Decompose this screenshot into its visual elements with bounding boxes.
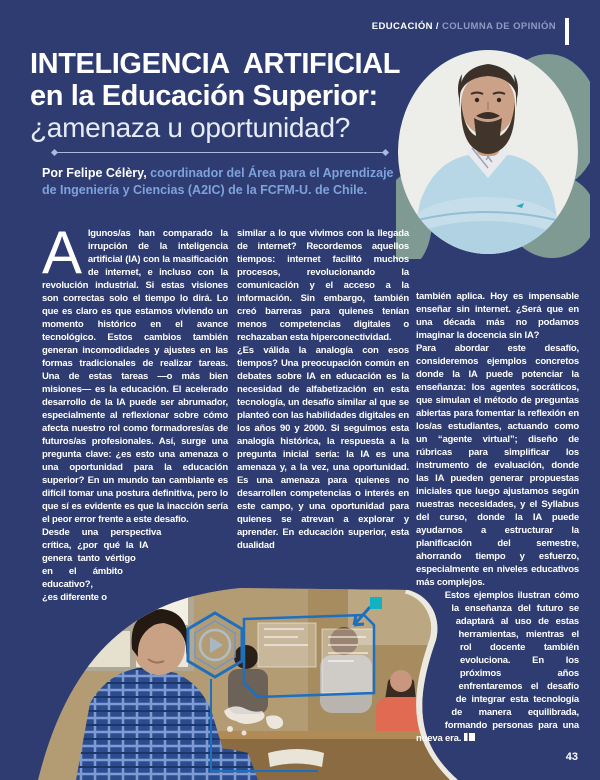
byline [42,165,408,198]
dropcap-letter: A [42,219,82,286]
article-title [30,48,400,144]
section-kicker [372,21,556,32]
paragraph-5-text: también aplica. Hoy es impensable enseñar sin internet. ¿Será que en una década más no podamos imaginar la docencia sin IA? [416,291,579,341]
paragraph-3 [237,227,409,344]
byline-author: Por Felipe Célèry, [42,166,147,180]
paragraph-2-text: Desde una perspectiva crítica, ¿por qué la IA genera tanto vértigo en el ámbito educativo?, ¿es diferente o [42,527,162,603]
paragraph-4 [237,344,409,552]
title-line2: en la Educación Superior: [30,80,378,112]
paragraph-1 [42,219,228,526]
title-divider-rule [56,152,384,153]
paragraph-7-text: Estos ejemplos ilustran cómo la enseñanza del futuro se adaptará al uso de estas herramientas, mientras el rol docente también evoluciona. En los próximos años enfrentaremos el desafío de integrar esta tecnología de manera equilibrada, formando personas para una nueva era. [416,590,579,744]
kicker-section-label: EDUCACIÓN / [371,21,439,32]
byline-role: coordinador del Área para el Aprendizaje de Ingeniería y Ciencias (A2IC) de la FCFM-U. de Chile. [42,166,394,197]
paragraph-1-text: lgunos/as han comparado la irrupción de la inteligencia artificial (IA) con la masificación de internet, e incluso con la revolución industrial. Si estas visiones son correctas solo el tiempo lo dirá. Lo que es claro es que estamos viviendo un momento histórico en el avance tecnológico. Estos cambios también generan incomodidades y ajustes en las formas tradicionales de realizar tareas. Una de estas tareas —o más bien misiones— es la educación. El acelerado desarrollo de la IA puede ser abrumador, especialmente al reflexionar sobre cómo afecta nuestro rol como formadores/as de futuros/as profesionales. Así, surge una pregunta clave: ¿es esto una amenaza o una oportunidad para la educación superior? En un mundo tan cambiante es difícil tomar una postura definitiva, pero lo que sí es evidente es que la inacción sería el peor error frente a este desafío. [42,228,228,525]
author-portrait-photo [396,44,590,259]
kicker-bar-decoration [565,18,569,45]
paragraph-6 [416,342,579,589]
article-column-3 [416,290,579,745]
title-line3: ¿amenaza u oportunidad? [30,112,350,143]
title-line1: INTELIGENCIA ARTIFICIAL [30,48,401,80]
paragraph-6-text: Para abordar este desafío, consideremos ejemplos concretos donde la IA puede potenciar la enseñanza: los agentes socráticos, que simulan el método de preguntas abiertas para fomentar la reflexión en los/as estudiantes, actuando como un “agente virtual”; diseño de rúbricas para simplificar los instrumento de evaluación, donde las IA pueden generar propuestas iniciales que luego ajustamos según nuestras necesidades, y el Syllabus del curso, donde la IA puede ayudarnos a estructurar la planificación del semestre, ahorrando tiempo y esfuerzo, especialmente en niveles educativos más complejos. [416,343,579,588]
paragraph-2 [42,526,228,604]
page-number: 43 [565,751,578,763]
paragraph-5 [416,290,579,342]
kicker-subsection-label: COLUMNA DE OPINIÓN [438,21,556,32]
article-end-icon [464,733,475,741]
article-column-1 [42,219,228,604]
paragraph-3-text: similar a lo que vivimos con la llegada de internet? Recordemos aquellos tiempos: internet facilitó muchos procesos, revolucionando la comunicación y el acceso a la información. Sin embargo, también creó barreras para quienes tenían menos competencias digitales o rechazaban esta hiperconectividad. [237,228,409,343]
author-portrait-illustration [396,44,590,259]
article-column-2 [237,227,409,552]
chalkboard [36,603,84,673]
paragraph-4-text: ¿Es válida la analogía con esos tiempos? Una preocupación común en debates sobre IA en educación es la necesidad de alfabetización en esta tecnología, un desafío similar al que se planteó con las habilidades digitales en los años 90 y 2000. Si seguimos esta analogía histórica, la respuesta a la pregunta inicial sería: la IA es una amenaza y, a la vez, una oportunidad. Es una amenaza para quienes no desarrollen competencias o interés en este campo, y una oportunidad para quienes se atrevan a explorar y aprender. En educación superior, esta dualidad [237,345,409,551]
paragraph-7 [416,589,579,745]
